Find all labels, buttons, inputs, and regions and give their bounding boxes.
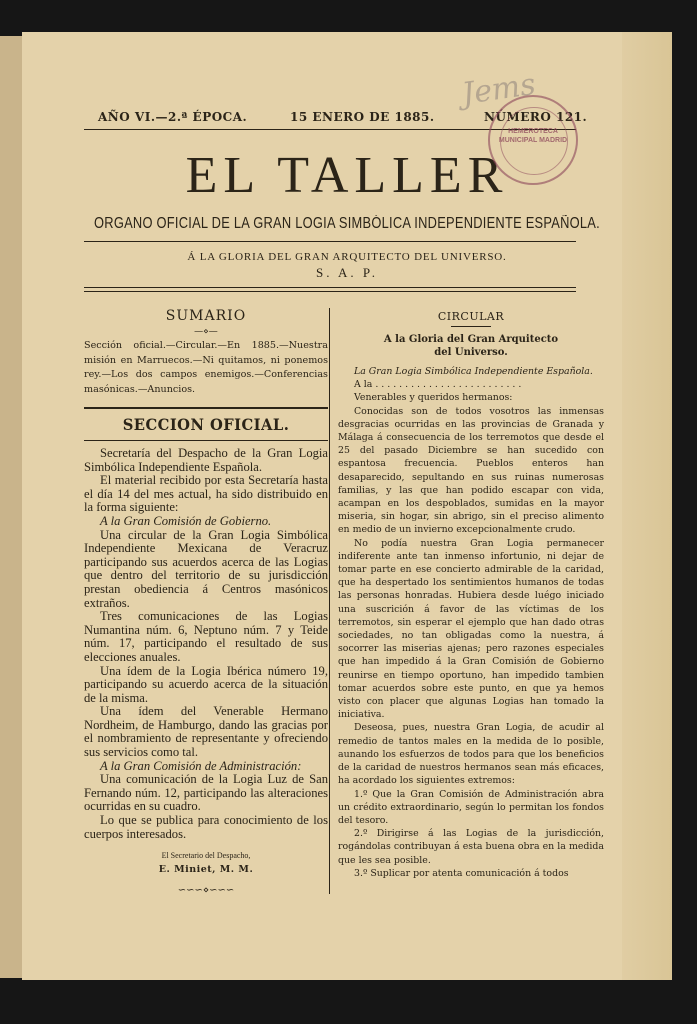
masthead-subtitle: ORGANO OFICIAL DE LA GRAN LOGIA SIMBÓLICA INDEPENDIENTE ESPAÑOLA. <box>94 215 600 232</box>
paragraph: A la . . . . . . . . . . . . . . . . . . . . . . . . . <box>354 379 522 391</box>
column-divider <box>329 308 330 894</box>
paragraph: Una circular de la Gran Logia Simbólica Independiente Mexicana de Veracruz participando sus acuerdos acerca de las Logias que dentro del territorio de su jurisdicción prestan obediencia á Centros masónicos extraños. <box>84 527 328 610</box>
paragraph: Venerables y queridos hermanos: <box>354 392 513 404</box>
seccion-rule <box>84 440 328 441</box>
sumario-rule <box>84 407 328 409</box>
paragraph: Una ídem de la Logia Ibérica número 19, participando su acuerdo acerca de la situación de la misma. <box>84 663 328 705</box>
signature-name: E. Miniet, M. M. <box>158 864 254 876</box>
right-column <box>338 302 604 880</box>
paragraph: Una comunicación de la Logia Luz de San Fernando núm. 12, participando las alteraciones ocurridas en su cuadro. <box>84 772 328 814</box>
paragraph: Tres comunicaciones de las Logias Numantina núm. 6, Neptuno núm. 7 y Teide núm. 17, participando el resultado de sus elecciones anuales. <box>84 609 328 664</box>
stamp-text: HEMEROTECA MUNICIPAL MADRID <box>498 128 568 144</box>
signature-title: El Secretario del Despacho, <box>161 851 251 861</box>
paragraph: Una ídem del Venerable Hermano Nordheim, de Hamburgo, dando las gracias por el nombramiento de representante y ofreciendo sus servicios como tal. <box>84 704 328 760</box>
paragraph: El material recibido por esta Secretaría hasta el día 14 del mes actual, ha sido distribuido en la forma siguiente: <box>84 473 328 515</box>
paper-edge <box>0 36 24 978</box>
paragraph: 3.º Suplicar por atenta comunicación á todos <box>354 867 569 879</box>
sumario-heading: SUMARIO <box>165 308 247 324</box>
subheading: A la Gran Comisión de Gobierno. <box>100 513 272 528</box>
masthead-sap: S. A. P. <box>316 265 378 280</box>
masthead-title: EL TALLER <box>185 147 509 204</box>
circular-title-1: A la Gloria del Gran Arquitecto <box>383 334 559 345</box>
paragraph: Secretaría del Despacho de la Gran Logia Simbólica Independiente Española. <box>84 446 328 474</box>
paragraph: Conocidas son de todos vosotros las inmensas desgracias ocurridas en las provincias de Granada y Málaga á consecuencia de los terremotos que desde el 25 del pasado Diciembre se han sucedido con espantosa frecuencia. Pueblos enteros han desaparecido, sepultando en sus ruinas numerosas familias, y las que han podido escapar con vida, acampan en los despoblados, sumidas en la mayor miseria, sin hogar, sin abrigo, sin el preciso alimento en medio de un invierno excepcionalmente crudo. <box>338 405 604 536</box>
paragraph: La Gran Logia Simbólica Independiente Española. <box>354 366 593 377</box>
circular-heading: CIRCULAR <box>437 310 505 323</box>
year-epoch: AÑO VI.—2.ª ÉPOCA. <box>98 110 248 124</box>
paragraph: Deseosa, pues, nuestra Gran Logia, de acudir al remedio de tantos males en la medida de lo posible, aunando los esfuerzos de todos para que los beneficios de la caridad de nuestros hermanos sean más eficaces, ha acordado los siguientes extremos: <box>338 722 604 787</box>
seccion-oficial-heading: SECCION OFICIAL. <box>122 415 290 434</box>
paragraph: Lo que se publica para conocimiento de los cuerpos interesados. <box>84 813 328 841</box>
seccion-oficial-body <box>84 447 328 841</box>
paragraph: 1.º Que la Gran Comisión de Administración abra un crédito extraordinario, según lo permitan los fondos del tesoro. <box>338 788 604 826</box>
subheading: A la Gran Comisión de Administración: <box>100 758 302 773</box>
left-column <box>84 302 328 896</box>
paragraph: No podía nuestra Gran Logia permanecer indiferente ante tan inmenso infortunio, ni dejar de tomar parte en ese concierto admirable de la caridad, que ha despertado los sentimientos humanos de todas las personas honradas. Hubiera desde luégo iniciado una suscrición á favor de las víctimas de los terremotos, sin esperar el ejemplo que han dado otras sociedades, no tan obligadas como la nuestra, á socorrer las miserias ajenas; pero razones especiales que han impedido á la Gran Comisión de Gobierno reunirse en tiempo oportuno, han impedido tambien tomar acuerdos sobre este punto, en que ya hemos visto con placer que algunas Logias han tomado la iniciativa. <box>338 537 604 721</box>
sumario-ornament: —⋄— <box>194 327 218 337</box>
library-stamp <box>488 95 578 185</box>
circular-body <box>338 365 604 880</box>
issue-number: NÚMERO 121. <box>484 110 588 124</box>
masthead-rule-2 <box>84 291 576 292</box>
newspaper-page <box>22 32 672 980</box>
circular-underline <box>451 326 491 327</box>
sumario-text: Sección oficial.—Circular.—En 1885.—Nuestra misión en Marruecos.—Ni quitamos, ni ponemos rey.—Los dos campos enemigos.—Conferencias masónicas.—Anuncios. <box>84 340 328 395</box>
issue-date: 15 ENERO DE 1885. <box>290 110 435 124</box>
end-ornament: ∽∽∽⋄∽∽∽ <box>177 885 235 897</box>
subtitle-rule <box>84 241 576 242</box>
masthead-rule-1 <box>84 287 576 288</box>
masthead-motto: Á LA GLORIA DEL GRAN ARQUITECTO DEL UNIVERSO. <box>187 251 507 263</box>
circular-title-2: del Universo. <box>434 347 508 358</box>
paragraph: 2.º Dirigirse á las Logias de la jurisdicción, rogándolas contribuyan á esta buena obra en la medida que les sea posible. <box>338 828 604 866</box>
handwritten-note: Jems <box>459 67 538 112</box>
